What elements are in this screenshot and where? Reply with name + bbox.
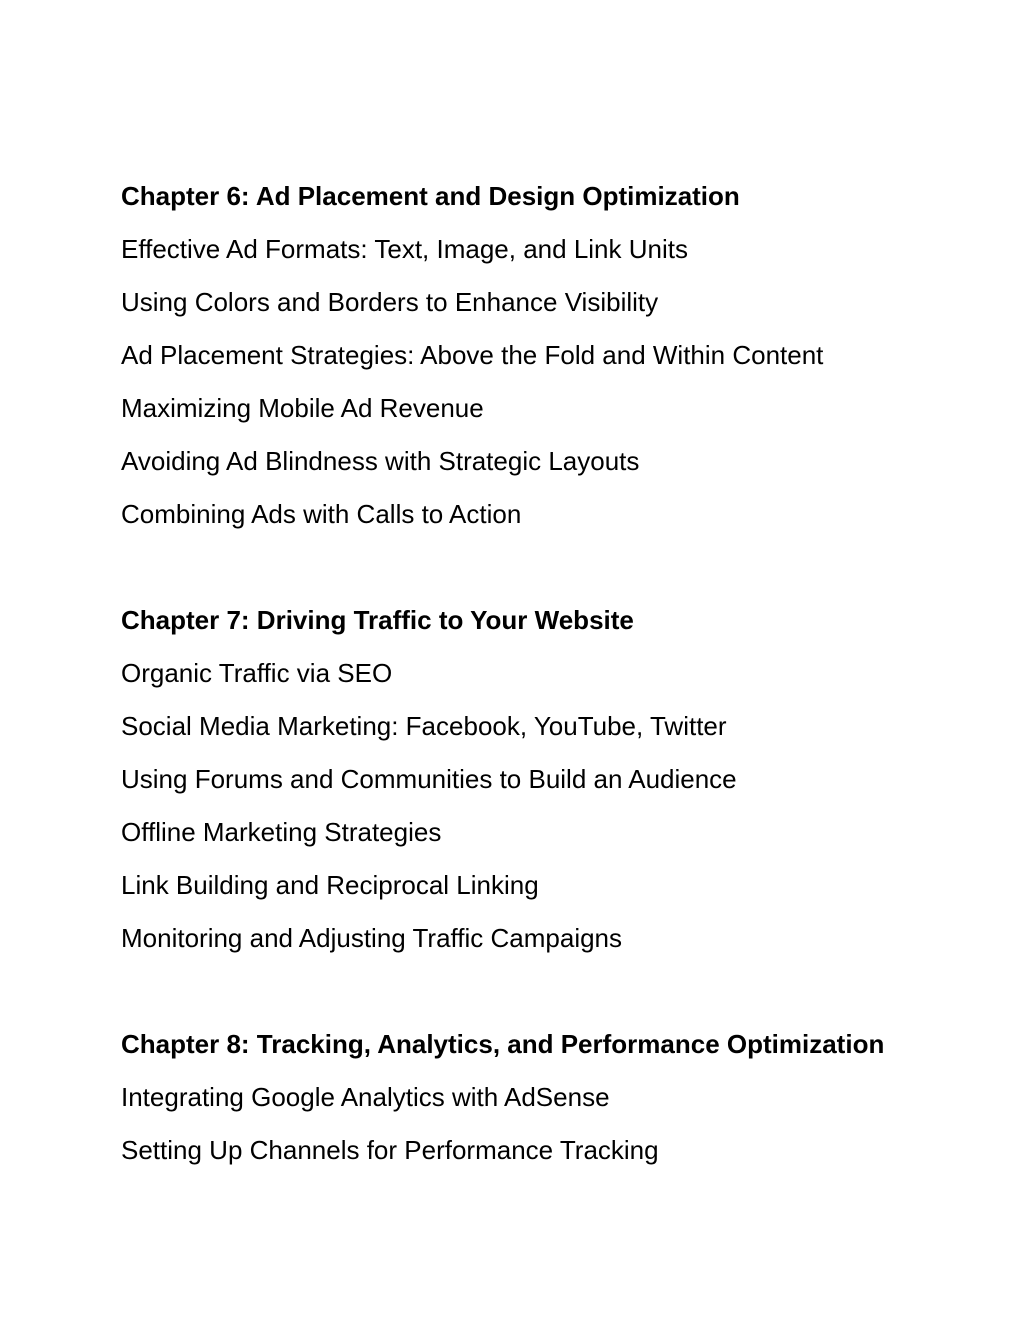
list-item: Integrating Google Analytics with AdSense: [121, 1082, 610, 1112]
list-item: Ad Placement Strategies: Above the Fold and Within Content: [121, 340, 824, 370]
chapter-7-title: Chapter 7: Driving Traffic to Your Website: [121, 605, 634, 635]
chapter-8-title: Chapter 8: Tracking, Analytics, and Performance Optimization: [121, 1029, 885, 1059]
chapter-8-section: [121, 1018, 981, 1177]
list-item: Monitoring and Adjusting Traffic Campaigns: [121, 923, 623, 953]
list-item: Using Forums and Communities to Build an Audience: [121, 764, 737, 794]
list-item: Social Media Marketing: Facebook, YouTube, Twitter: [121, 711, 727, 741]
list-item: Combining Ads with Calls to Action: [121, 499, 522, 529]
list-item: Avoiding Ad Blindness with Strategic Layouts: [121, 446, 640, 476]
chapter-6-topic-list: [121, 223, 981, 541]
list-item: Link Building and Reciprocal Linking: [121, 870, 539, 900]
list-item: Setting Up Channels for Performance Tracking: [121, 1135, 659, 1165]
list-item: Effective Ad Formats: Text, Image, and Link Units: [121, 234, 688, 264]
list-item: Offline Marketing Strategies: [121, 817, 442, 847]
chapter-8-topic-list: [121, 1071, 981, 1177]
chapter-7-section: [121, 594, 981, 965]
chapter-7-topic-list: [121, 647, 981, 965]
list-item: Organic Traffic via SEO: [121, 658, 393, 688]
list-item: Maximizing Mobile Ad Revenue: [121, 393, 484, 423]
list-item: Using Colors and Borders to Enhance Visibility: [121, 287, 659, 317]
table-of-contents: [121, 170, 981, 1230]
chapter-6-section: [121, 170, 981, 541]
chapter-6-title: Chapter 6: Ad Placement and Design Optimization: [121, 181, 740, 211]
